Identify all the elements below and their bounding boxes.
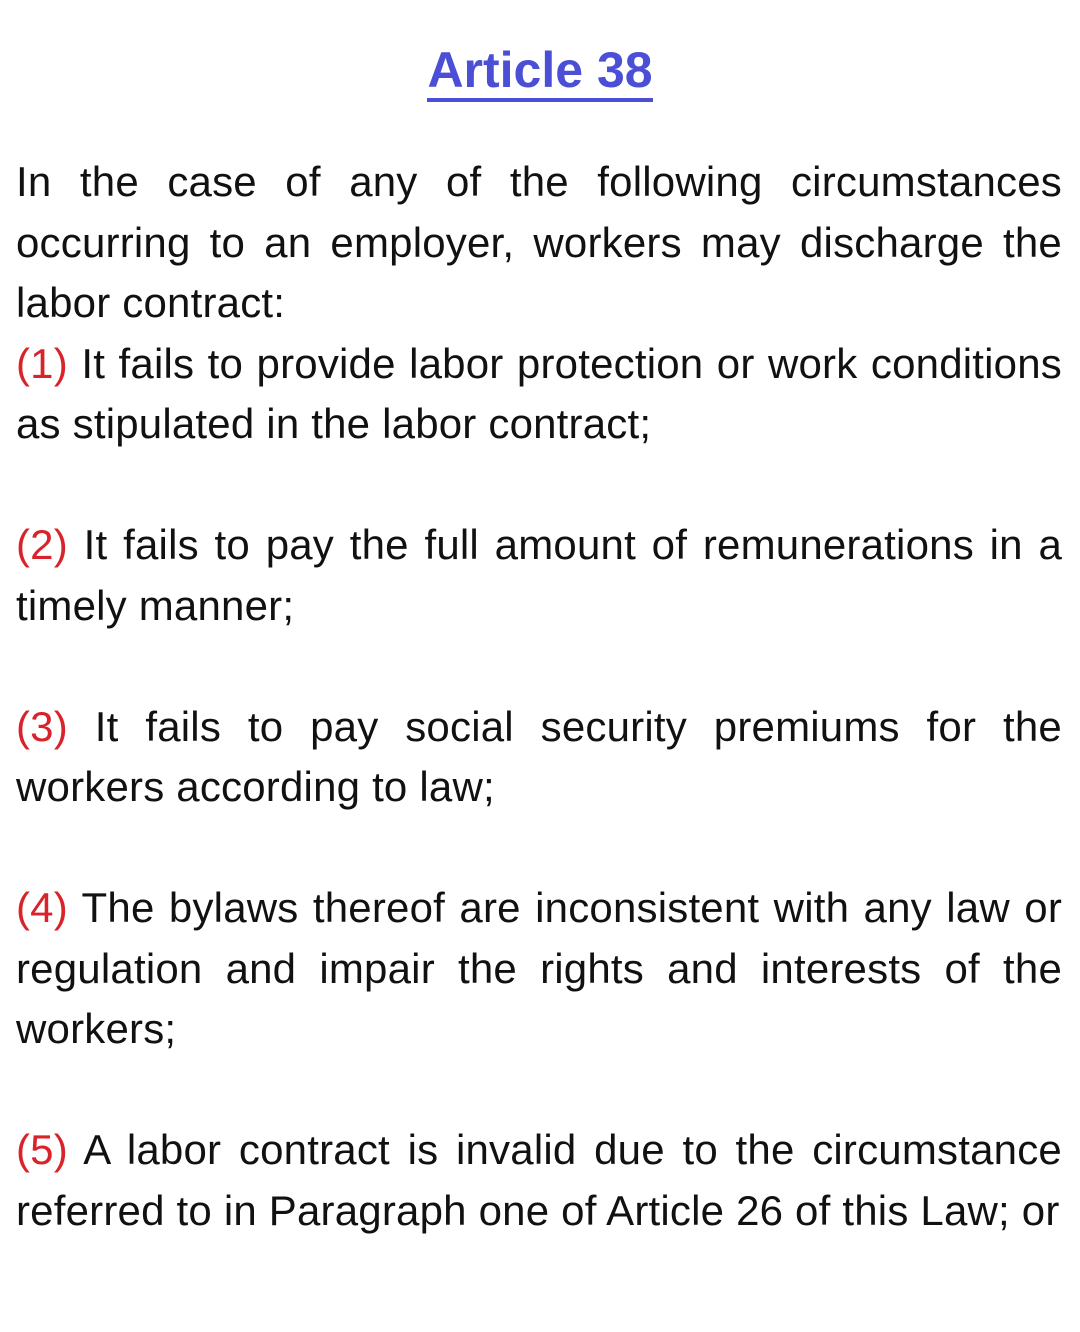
item-number: (4) — [16, 884, 68, 931]
item-number: (3) — [16, 702, 68, 750]
item-text: It fails to pay social security premiums for the workers according to law; — [16, 702, 1062, 810]
item-text: The bylaws thereof are inconsistent with any law or regulation and impair the rights and interests of the workers; — [16, 884, 1062, 1052]
article-body — [16, 152, 1062, 1241]
list-item-2 — [16, 515, 1062, 636]
list-item-4 — [16, 878, 1062, 1060]
item-number: (5) — [16, 1126, 68, 1173]
intro-paragraph: In the case of any of the following circumstances occurring to an employer, workers may discharge the labor contract: — [16, 158, 1062, 326]
item-number: (2) — [16, 521, 68, 568]
list-item-1 — [16, 334, 1062, 455]
article-title — [0, 38, 1080, 102]
item-text: It fails to pay the full amount of remunerations in a timely manner; — [16, 521, 1062, 629]
item-text: It fails to provide labor protection or work conditions as stipulated in the labor contract; — [16, 339, 1062, 447]
article-title-text: Article 38 — [427, 42, 652, 102]
list-item-5 — [16, 1120, 1062, 1241]
list-item-3 — [16, 697, 1062, 818]
item-number: (1) — [16, 339, 68, 387]
item-text: A labor contract is invalid due to the circumstance referred to in Paragraph one of Article 26 of this Law; or — [16, 1126, 1062, 1234]
